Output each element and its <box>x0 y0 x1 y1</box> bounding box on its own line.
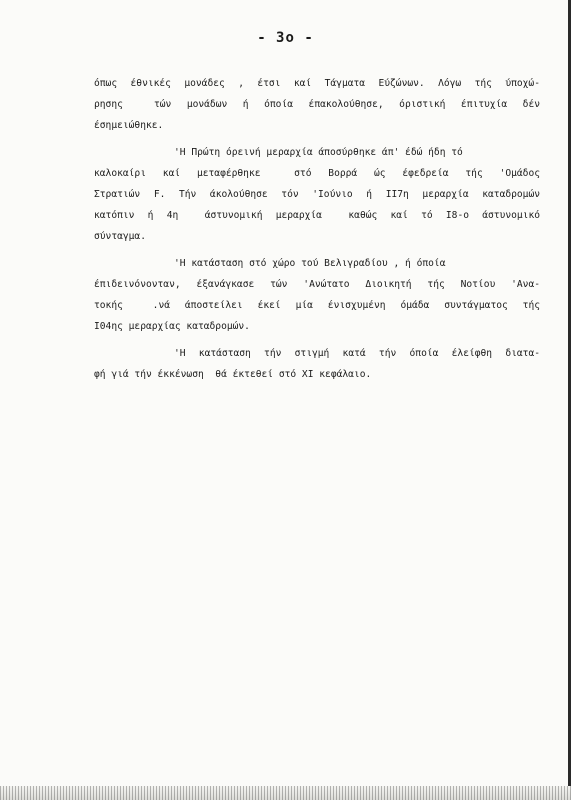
body-text <box>94 73 540 385</box>
text-line: 'Η κατάσταση στό χώρο τού Βελιγραδίου , ή όποία <box>174 258 446 269</box>
text-line: 'Η κατάσταση τήν στιγμή κατά τήν όποία έλείφθη διατα- <box>174 348 540 359</box>
text-line: 'Η Πρώτη όρεινή μεραρχία άποσύρθηκε άπ' έδώ ήδη τό <box>174 147 463 158</box>
paragraph-3 <box>94 253 540 337</box>
paragraph-2 <box>94 142 540 247</box>
text-line: έπιδεινόνονταν, έξανάγκασε τών 'Ανώτατο Διοικητή τής Νοτίου 'Ανα- <box>94 279 540 290</box>
paragraph-1 <box>94 73 540 136</box>
text-line: έσημειώθηκε. <box>94 120 164 131</box>
text-line: όπως έθνικές μονάδες , έτσι καί Τάγματα Εύζώνων. Λόγω τής ύποχώ- <box>94 78 540 89</box>
text-line: καλοκαίρι καί μεταφέρθηκε στό Βορρά ώς έφεδρεία τής 'Ομάδος <box>94 168 540 179</box>
scan-bottom-edge <box>0 786 571 800</box>
text-line: ρησης τών μονάδων ή όποία έπακολούθησε, όριστική έπιτυχία δέν <box>94 99 540 110</box>
text-line: Ι04ης μεραρχίας καταδρομών. <box>94 321 250 332</box>
text-line: κατόπιν ή 4η άστυνομική μεραρχία καθώς καί τό Ι8-ο άστυνομικό <box>94 210 540 221</box>
paragraph-4 <box>94 343 540 385</box>
text-line: φή γιά τήν έκκένωση θά έκτεθεί στό ΧΙ κεφάλαιο. <box>94 369 372 380</box>
text-line: Στρατιών F. Τήν άκολούθησε τόν 'Ιούνιο ή ΙΙ7η μεραρχία καταδρομών <box>94 189 540 200</box>
text-line: σύνταγμα. <box>94 231 146 242</box>
page-number: - 3ο - <box>257 30 314 46</box>
text-line: τοκής .νά άποστείλει έκεί μία ένισχυμένη όμάδα συντάγματος τής <box>94 300 540 311</box>
